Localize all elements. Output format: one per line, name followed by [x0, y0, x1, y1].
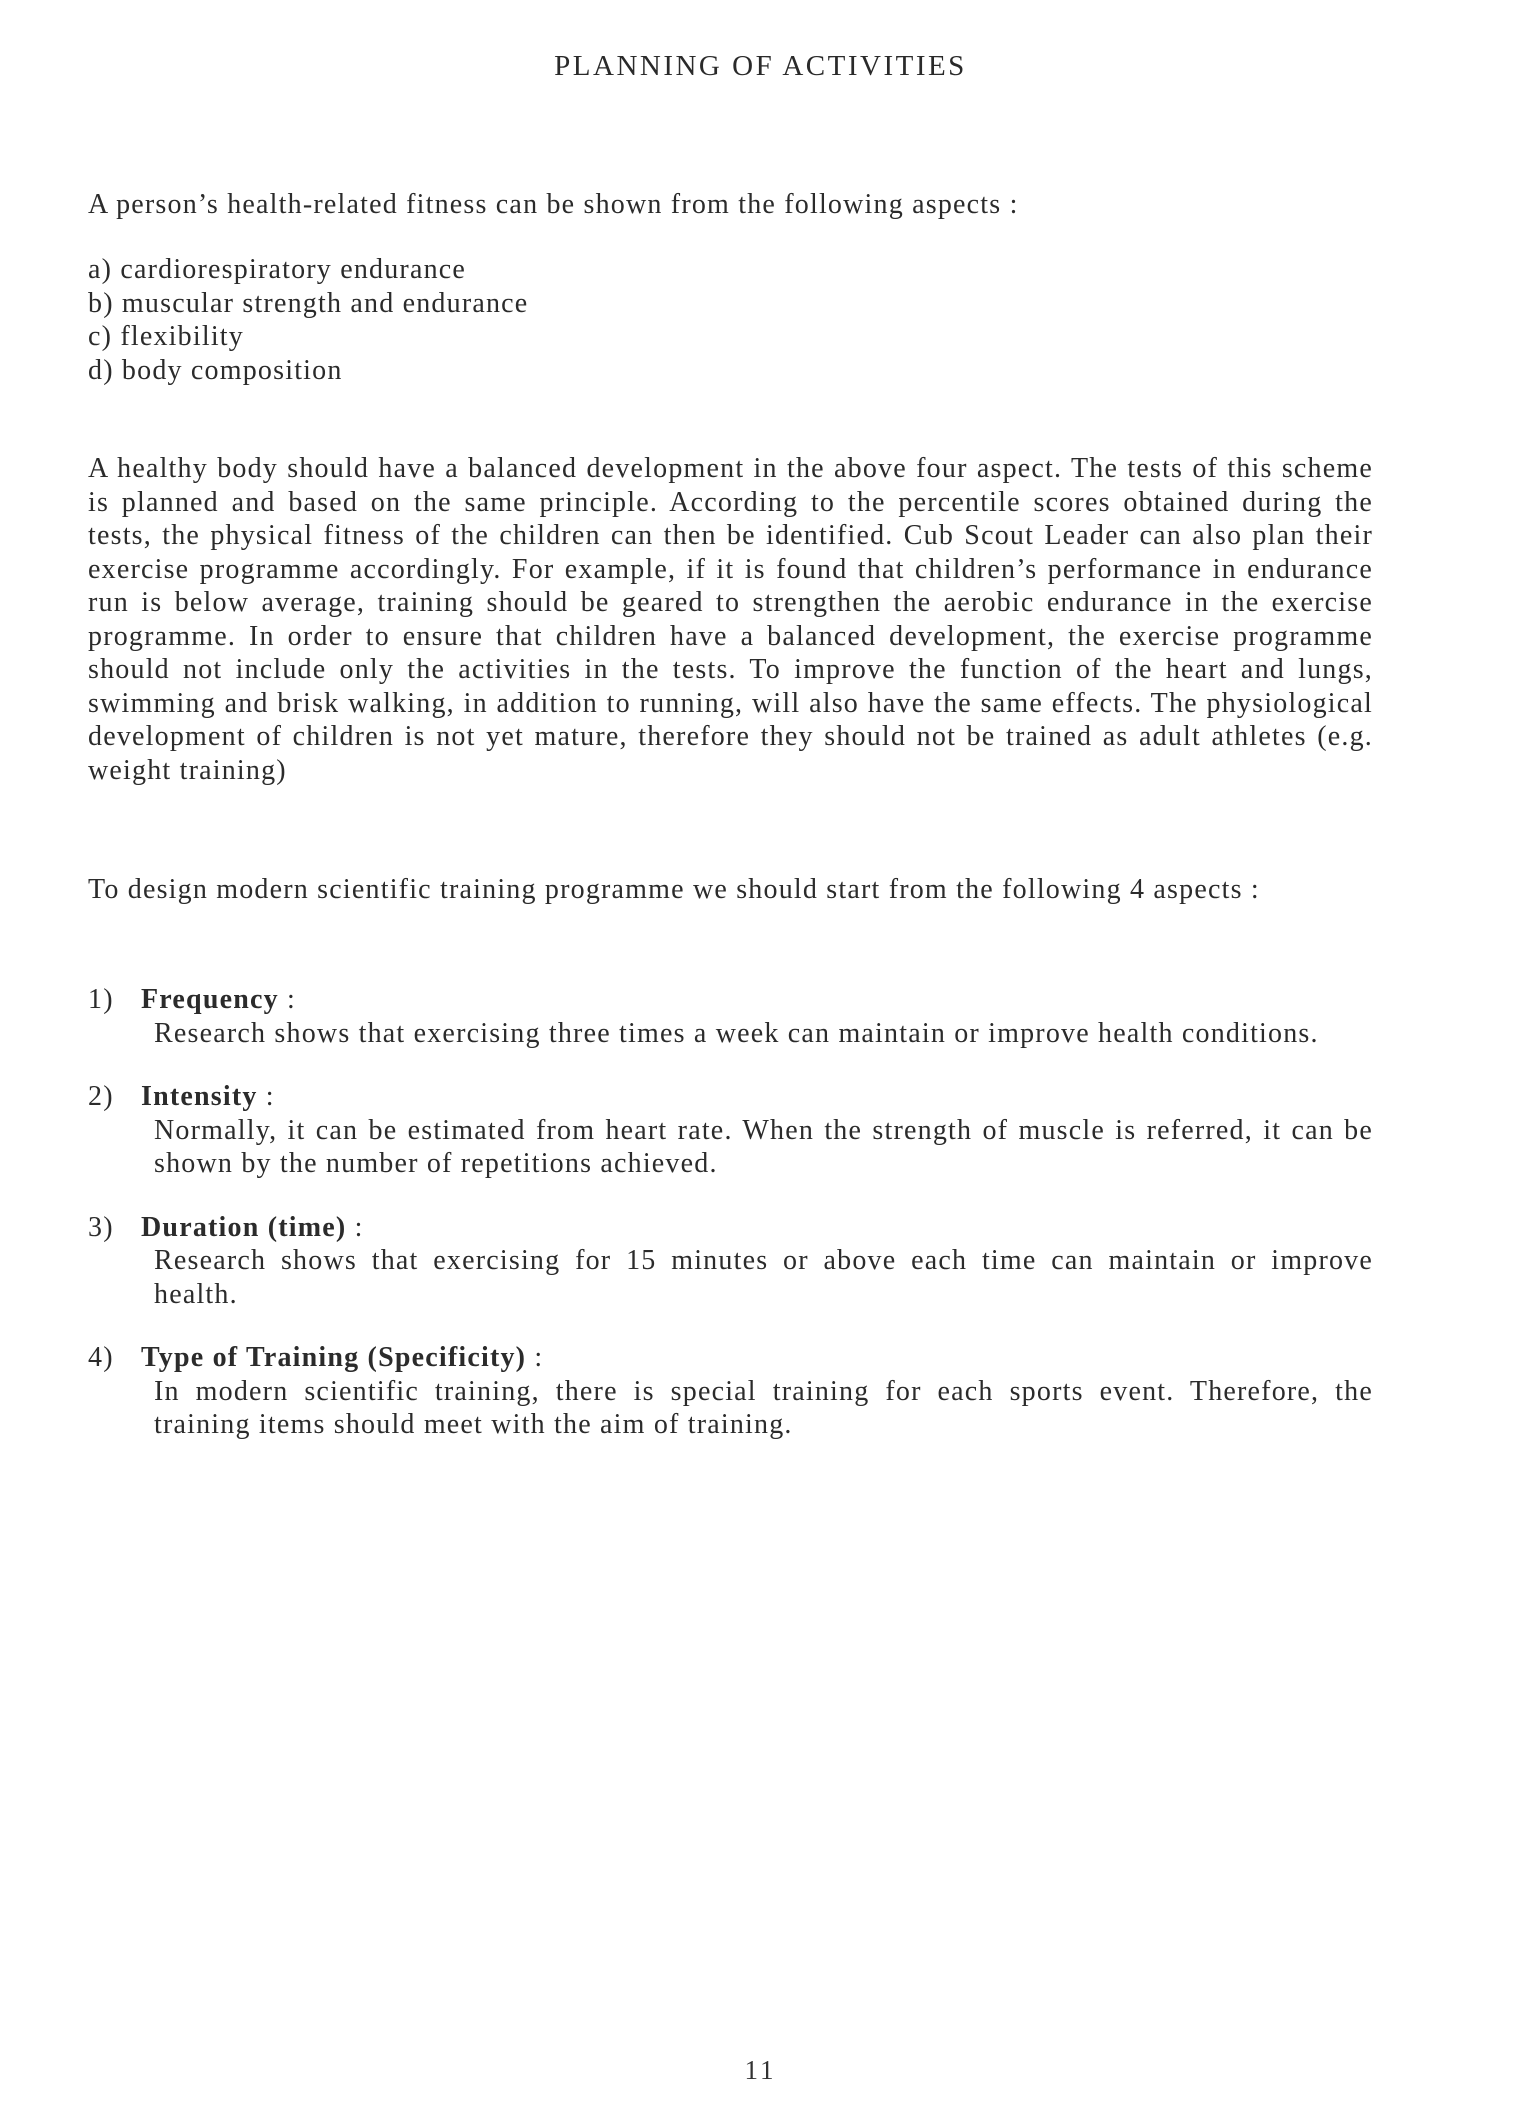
aspect-colon: : [257, 1081, 275, 1112]
aspect-number: 2) [88, 1081, 114, 1112]
aspect-description: Normally, it can be estimated from heart rate. When the strength of muscle is referred, it can be shown by the number of repetitions achieved. [154, 1114, 1373, 1179]
intro-text: A person’s health-related fitness can be shown from the following aspects : [88, 189, 1019, 220]
fitness-aspect-item: c) flexibility [88, 321, 244, 352]
design-intro-text: To design modern scientific training programme we should start from the following 4 aspects : [88, 874, 1260, 905]
body-paragraph: A healthy body should have a balanced development in the above four aspect. The tests of this scheme is planned and based on the same principle. According to the percentile scores obtained during the tests, the physical fitness of the children can then be identified. Cub Scout Leader can also plan their exercise programme accordingly. For example, if it is found that children’s performance in endurance run is below average, training should be geared to strengthen the aerobic endurance in the exercise programme. In order to ensure that children have a balanced development, the exercise programme should not include only the activities in the tests. To improve the function of the heart and lungs, swimming and brisk walking, in addition to running, will also have the same effects. The physiological development of children is not yet mature, therefore they should not be trained as adult athletes (e.g. weight training) [88, 453, 1373, 786]
aspect-name: Frequency [141, 984, 279, 1015]
aspect-name: Intensity [141, 1081, 258, 1112]
fitness-aspects-list [88, 253, 1373, 387]
aspect-name: Type of Training (Specificity) [141, 1342, 527, 1373]
fitness-aspect-item: a) cardiorespiratory endurance [88, 254, 467, 285]
training-aspect-frequency [88, 983, 1373, 1050]
page-number: 11 [744, 2055, 777, 2085]
training-aspect-type [88, 1341, 1373, 1442]
aspect-description: Research shows that exercising three times a week can maintain or improve health conditions. [154, 1017, 1319, 1049]
aspect-number: 1) [88, 984, 114, 1015]
aspect-description: In modern scientific training, there is special training for each sports event. Therefore, the training items should meet with the aim of training. [154, 1375, 1373, 1440]
training-aspects-list [88, 983, 1373, 1472]
aspect-name: Duration (time) [141, 1211, 347, 1243]
aspect-description: Research shows that exercising for 15 minutes or above each time can maintain or improve health. [154, 1245, 1373, 1310]
aspect-colon: : [346, 1211, 364, 1243]
fitness-aspect-item: d) body composition [88, 354, 343, 386]
aspect-colon: : [278, 984, 297, 1015]
aspect-colon: : [526, 1342, 544, 1373]
aspect-number: 3) [88, 1211, 114, 1243]
page-title: PLANNING OF ACTIVITIES [554, 50, 967, 82]
training-aspect-intensity [88, 1080, 1373, 1181]
aspect-number: 4) [88, 1342, 114, 1373]
training-aspect-duration [88, 1211, 1373, 1312]
fitness-aspect-item: b) muscular strength and endurance [88, 287, 529, 319]
